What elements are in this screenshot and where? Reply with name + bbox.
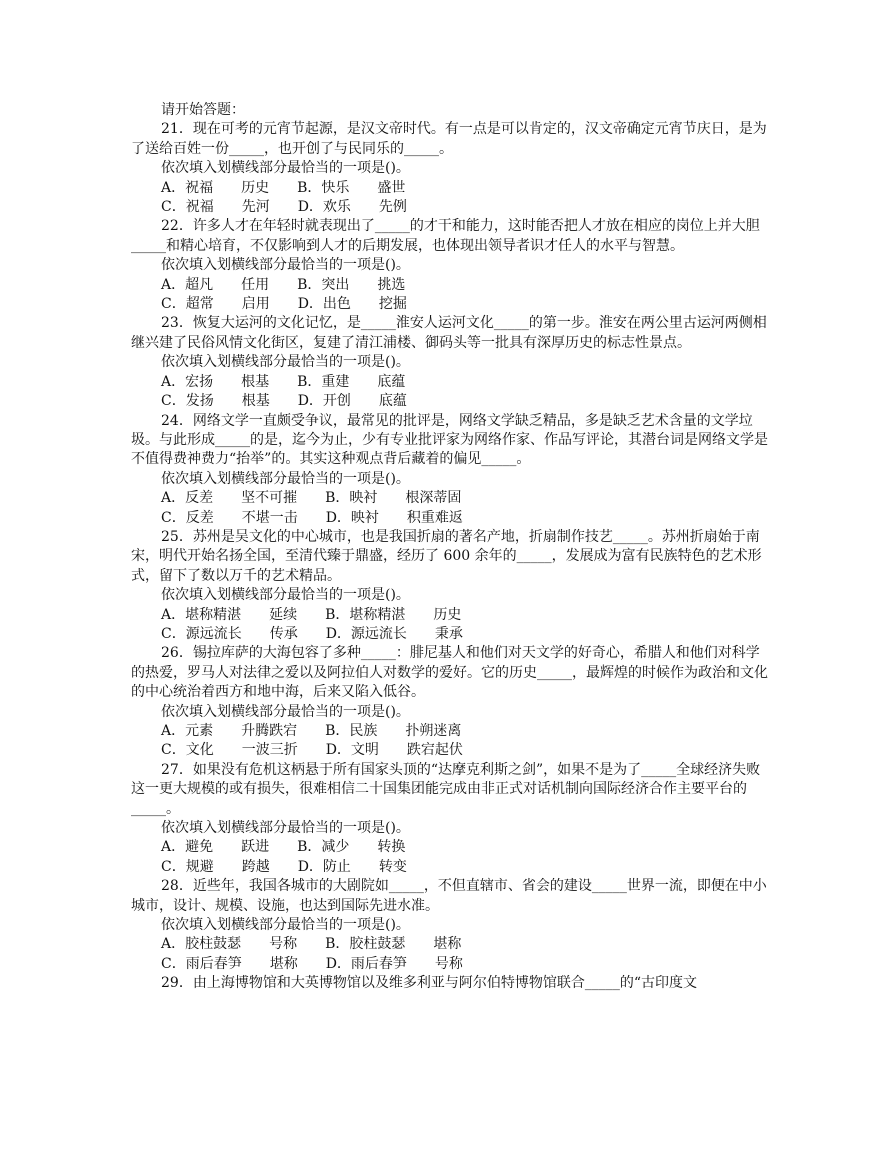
intro-line: 请开始答题：	[161, 102, 245, 118]
options-row-ab: A．反差 坚不可摧 B．映衬 根深蒂固	[161, 490, 462, 507]
question-prompt: 依次填入划横线部分最恰当的一项是()。	[161, 470, 410, 487]
question-stem: 27．如果没有危机这柄悬于所有国家头顶的“达摩克利斯之剑”，如果不是为了_____全球经济失败这一更大规模的或有损失，很难相信二十国集团能完成由非正式对话机制向国际经济合作主要平台的_____。	[131, 761, 761, 817]
options-row-cd: C．雨后春笋 堪称 D．雨后春笋 号称	[161, 955, 463, 972]
options-row-ab: A．胶柱鼓瑟 号称 B．胶柱鼓瑟 堪称	[161, 936, 462, 953]
question-prompt: 依次填入划横线部分最恰当的一项是()。	[161, 160, 410, 177]
question-prompt: 依次填入划横线部分最恰当的一项是()。	[161, 820, 410, 837]
question-prompt: 依次填入划横线部分最恰当的一项是()。	[161, 703, 410, 720]
question-22	[131, 217, 769, 314]
options-row-ab: A．元素 升腾跌宕 B．民族 扑朔迷离	[161, 723, 462, 739]
options-row-ab: A．超凡 任用 B．突出 挑选	[161, 276, 406, 293]
options-row-ab: A．宏扬 根基 B．重建 底蕴	[161, 373, 406, 390]
options-row-cd: C．超常 启用 D．出色 挖掘	[161, 296, 407, 313]
options-row-cd: C．祝福 先河 D．欢乐 先例	[161, 199, 407, 216]
exam-content	[131, 101, 769, 994]
question-stem: 23．恢复大运河的文化记忆，是_____淮安人运河文化_____的第一步。淮安在两公里古运河两侧相继兴建了民俗风情文化街区，复建了清江浦楼、御码头等一批具有深厚历史的标志性景点。	[131, 315, 767, 351]
question-prompt: 依次填入划横线部分最恰当的一项是()。	[161, 917, 410, 934]
options-row-ab: A．堪称精湛 延续 B．堪称精湛 历史	[161, 606, 462, 623]
question-26	[131, 644, 769, 760]
question-stem: 22．许多人才在年轻时就表现出了_____的才干和能力，这时能否把人才放在相应的岗位上并大胆_____和精心培育，不仅影响到人才的后期发展，也体现出领导者识才任人的水平与智慧。	[131, 218, 760, 254]
question-23	[131, 314, 769, 411]
options-row-cd: C．规避 跨越 D．防止 转变	[161, 858, 407, 875]
question-prompt: 依次填入划横线部分最恰当的一项是()。	[161, 587, 410, 604]
question-24	[131, 412, 769, 528]
question-25	[131, 528, 769, 644]
question-stem: 29．由上海博物馆和大英博物馆以及维多利亚与阿尔伯特博物馆联合_____的“古印度文	[161, 975, 697, 992]
question-stem: 24．网络文学一直颇受争议，最常见的批评是，网络文学缺乏精品，多是缺乏艺术含量的文学垃圾。与此形成_____的是，迄今为止，少有专业批评家为网络作家、作品写评论，其潜台词是网络文学是不值得费神费力“抬举”的。其实这种观点背后藏着的偏见_____。	[131, 412, 768, 468]
options-row-cd: C．发扬 根基 D．开创 底蕴	[161, 393, 407, 410]
question-prompt: 依次填入划横线部分最恰当的一项是()。	[161, 354, 410, 371]
question-stem: 21．现在可考的元宵节起源，是汉文帝时代。有一点是可以肯定的，汉文帝确定元宵节庆日，是为了送给百姓一份_____，也开创了与民同乐的_____。	[131, 121, 767, 157]
options-row-cd: C．反差 不堪一击 D．映衬 积重难返	[161, 509, 463, 526]
options-row-cd: C．文化 一波三折 D．文明 跌宕起伏	[161, 742, 463, 759]
question-21	[131, 120, 769, 217]
question-stem: 28．近些年，我国各城市的大剧院如_____，不但直辖市、省会的建设_____世界一流，即便在中小城市，设计、规模、设施，也达到国际先进水准。	[131, 878, 767, 914]
question-stem: 26．锡拉库萨的大海包容了多种_____：腓尼基人和他们对天文学的好奇心，希腊人和他们对科学的热爱，罗马人对法律之爱以及阿拉伯人对数学的爱好。它的历史_____，最辉煌的时候作为政治和文化的中心统治着西方和地中海，后来又陷入低谷。	[131, 645, 768, 701]
question-stem: 25．苏州是吴文化的中心城市，也是我国折扇的著名产地，折扇制作技艺_____。苏州折扇始于南宋，明代开始名扬全国，至清代臻于鼎盛，经历了 600 余年的_____，发展成为富有民族特色的艺术形式，留下了数以万千的艺术精品。	[131, 528, 762, 584]
question-29	[131, 974, 769, 993]
question-28	[131, 877, 769, 974]
options-row-ab: A．祝福 历史 B．快乐 盛世	[161, 179, 406, 196]
question-27	[131, 761, 769, 877]
question-prompt: 依次填入划横线部分最恰当的一项是()。	[161, 257, 410, 274]
options-row-cd: C．源远流长 传承 D．源远流长 秉承	[161, 625, 463, 642]
options-row-ab: A．避免 跃进 B．减少 转换	[161, 839, 406, 856]
